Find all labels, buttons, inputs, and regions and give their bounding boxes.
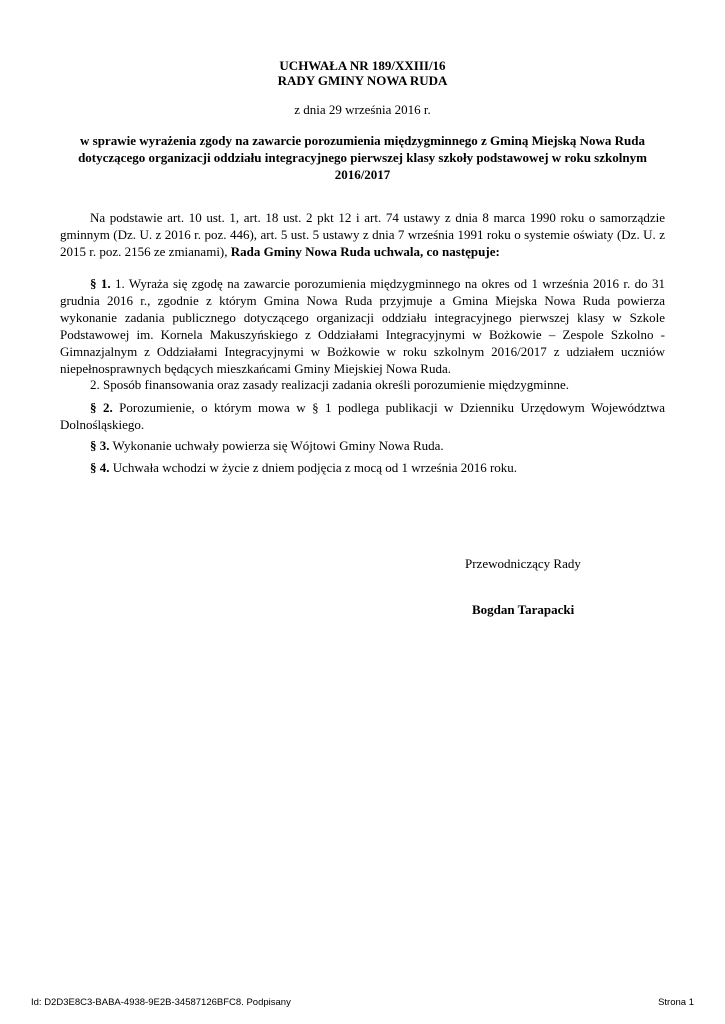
signature-name: Bogdan Tarapacki: [472, 602, 575, 617]
paragraph-2-label: § 2.: [90, 400, 113, 415]
preamble-text: Na podstawie art. 10 ust. 1, art. 18 ust. 2 pkt 12 i art. 74 ustawy z dnia 8 marca 1990 roku o samorządzie gminnym (Dz. U. z 2016 r. poz. 446), art. 5 ust. 5 ustawy z dnia 7 września 1991 roku o systemie oświaty (Dz. U. z 2015 r. poz. 2156 ze zmianami),: [60, 210, 665, 259]
paragraph-1: [60, 275, 665, 377]
paragraph-1-text: 1. Wyraża się zgodę na zawarcie porozumienia międzygminnego na okres od 1 września 2016 r. do 31 grudnia 2016 r., zgodnie z którym Gmina Nowa Ruda przyjmuje a Gmina Miejska Nowa Ruda powierza wykonanie zadania publicznego dotyczącego organizacji oddziału integracyjnego pierwszej klasy w Szkole Podstawowej im. Kornela Makuszyńskiego z Oddziałami Integracyjnymi w Bożkowie – Zespole Szkolno - Gimnazjalnym z Oddziałami Integracyjnymi w Bożkowie w roku szkolnym 2016/2017 z udziałem uczniów niepełnosprawnych będących mieszkańcami Gminy Miejskiej Nowa Ruda.: [60, 276, 666, 376]
preamble-bold-text: Rada Gminy Nowa Ruda uchwala, co następuje:: [230, 244, 500, 259]
paragraph-3: [60, 437, 665, 454]
resolution-number: UCHWAŁA NR 189/XXIII/16: [279, 58, 446, 73]
council-name: RADY GMINY NOWA RUDA: [277, 73, 448, 88]
page-number: Strona 1: [658, 997, 694, 1008]
paragraph-3-label: § 3.: [90, 438, 110, 453]
paragraph-1-label: § 1.: [90, 276, 111, 291]
paragraph-4-label: § 4.: [90, 460, 110, 475]
paragraph-3-text: Wykonanie uchwały powierza się Wójtowi Gminy Nowa Ruda.: [109, 438, 444, 453]
preamble: [60, 209, 665, 260]
paragraph-2-text: Porozumienie, o którym mowa w § 1 podlega publikacji w Dzienniku Urzędowym Województwa Dolnośląskiego.: [60, 400, 665, 432]
resolution-date: z dnia 29 września 2016 r.: [294, 102, 431, 117]
signature-role: Przewodniczący Rady: [465, 556, 581, 571]
paragraph-1-point-2: 2. Sposób finansowania oraz zasady realizacji zadania określi porozumienie międzygminne.: [90, 377, 570, 392]
paragraph-4-text: Uchwała wchodzi w życie z dniem podjęcia z mocą od 1 września 2016 roku.: [109, 460, 518, 475]
paragraph-2: [60, 399, 665, 433]
paragraph-4: [60, 459, 665, 476]
resolution-subject: w sprawie wyrażenia zgody na zawarcie porozumienia międzygminnego z Gminą Miejską Nowa Ruda dotyczącego organizacji oddziału integracyjnego pierwszej klasy szkoły podstawowej w roku szkolnym 2016/2017: [78, 133, 647, 182]
document-id: Id: D2D3E8C3-BABA-4938-9E2B-34587126BFC8. Podpisany: [31, 997, 291, 1008]
